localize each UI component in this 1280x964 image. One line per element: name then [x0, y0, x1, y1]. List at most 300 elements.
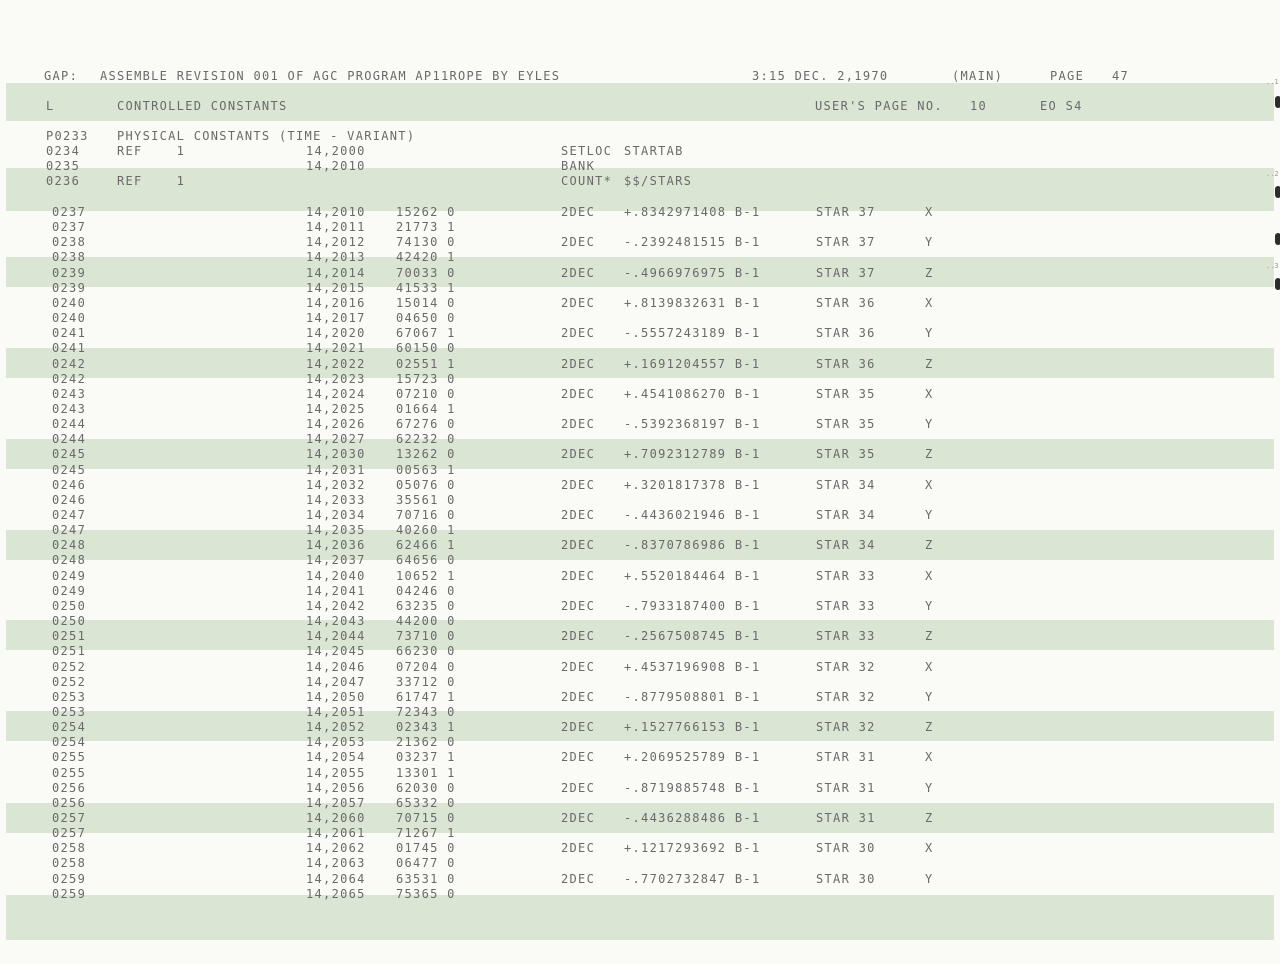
- address: 14,2033: [306, 492, 366, 507]
- subheader-line: [0, 98, 1280, 114]
- source-text: PHYSICAL CONSTANTS (TIME - VARIANT): [117, 129, 416, 143]
- opcode: 2DEC: [561, 568, 596, 583]
- constant-value: -.5392368197 B-1: [624, 417, 761, 432]
- listing-row: [0, 659, 1280, 675]
- axis-label: X: [925, 386, 934, 401]
- octal-word: 06477 0: [396, 856, 456, 871]
- star-label: STAR 36: [816, 356, 876, 371]
- axis-label: Y: [925, 780, 934, 795]
- address: 14,2021: [306, 341, 366, 356]
- axis-label: Y: [925, 326, 934, 341]
- axis-label: Y: [925, 689, 934, 704]
- axis-label: X: [925, 477, 934, 492]
- octal-word: 70716 0: [396, 508, 456, 522]
- listing-row: [0, 340, 1280, 356]
- listing-row: [0, 446, 1280, 462]
- opcode: 2DEC: [561, 871, 596, 886]
- octal-word: 13301 1: [396, 765, 456, 780]
- listing-row: [0, 886, 1280, 902]
- axis-label: Z: [925, 265, 934, 280]
- star-label: STAR 35: [816, 417, 876, 432]
- line-number: 0246: [52, 477, 87, 492]
- listing-row: [0, 825, 1280, 841]
- address: 14,2045: [306, 644, 366, 659]
- line-number: 0255: [52, 750, 87, 765]
- opcode: 2DEC: [561, 811, 596, 825]
- listing-row: [0, 295, 1280, 311]
- paper-band: [6, 895, 1274, 940]
- octal-word: 07204 0: [396, 659, 456, 674]
- address: 14,2053: [306, 735, 366, 750]
- star-label: STAR 37: [816, 205, 876, 219]
- opcode: 2DEC: [561, 205, 596, 219]
- address: 14,2061: [306, 826, 366, 841]
- octal-word: 73710 0: [396, 629, 456, 644]
- line-number: 0248: [52, 553, 87, 568]
- address: 14,2050: [306, 689, 366, 704]
- octal-word: 35561 0: [396, 492, 456, 507]
- constant-value: -.2567508745 B-1: [624, 629, 761, 644]
- listing-row: [0, 234, 1280, 250]
- listing-row: [0, 431, 1280, 447]
- opcode: 2DEC: [561, 386, 596, 401]
- source-text: REF 1: [117, 144, 186, 158]
- opcode: 2DEC: [561, 447, 596, 462]
- line-number: 0254: [52, 735, 87, 750]
- octal-word: 15262 0: [396, 205, 456, 219]
- address: 14,2031: [306, 462, 366, 477]
- opcode: BANK: [561, 159, 596, 173]
- constant-value: -.2392481515 B-1: [624, 235, 761, 250]
- address: 14,2025: [306, 401, 366, 416]
- line-number: 0236: [46, 174, 81, 188]
- constant-value: -.5557243189 B-1: [624, 326, 761, 341]
- octal-word: 64656 0: [396, 553, 456, 568]
- line-number: 0245: [52, 447, 87, 462]
- line-number: 0249: [52, 583, 87, 598]
- listing-row: [0, 674, 1280, 690]
- address: 14,2064: [306, 871, 366, 886]
- constant-value: +.1527766153 B-1: [624, 720, 761, 735]
- listing-row: [0, 704, 1280, 720]
- line-number: 0254: [52, 720, 87, 735]
- octal-word: 04246 0: [396, 583, 456, 598]
- opcode: 2DEC: [561, 356, 596, 371]
- line-number: P0233: [46, 129, 89, 143]
- star-label: STAR 30: [816, 871, 876, 886]
- octal-word: 13262 0: [396, 447, 456, 462]
- address: 14,2024: [306, 386, 366, 401]
- address: 14,2065: [306, 886, 366, 901]
- octal-word: 44200 0: [396, 614, 456, 629]
- star-label: STAR 33: [816, 598, 876, 613]
- axis-label: Y: [925, 508, 934, 522]
- header-line: [0, 68, 1280, 84]
- source-text: REF 1: [117, 174, 186, 188]
- line-number: 0242: [52, 371, 87, 386]
- line-number: 0238: [52, 250, 87, 265]
- line-number: 0252: [52, 674, 87, 689]
- octal-word: 04650 0: [396, 311, 456, 326]
- octal-word: 42420 1: [396, 250, 456, 265]
- listing-row: [0, 871, 1280, 887]
- address: 14,2044: [306, 629, 366, 644]
- star-label: STAR 33: [816, 629, 876, 644]
- line-number: 0249: [52, 568, 87, 583]
- opcode: 2DEC: [561, 720, 596, 735]
- listing-flag: L: [46, 99, 55, 113]
- page-number: 47: [1112, 69, 1130, 83]
- address: 14,2047: [306, 674, 366, 689]
- users-page-number: 10: [970, 99, 988, 113]
- octal-word: 07210 0: [396, 386, 456, 401]
- listing-row: [0, 492, 1280, 508]
- address: 14,2037: [306, 553, 366, 568]
- star-label: STAR 36: [816, 295, 876, 310]
- listing-row: [0, 371, 1280, 387]
- intro-row: [0, 143, 1280, 159]
- address: 14,2040: [306, 568, 366, 583]
- line-number: 0243: [52, 401, 87, 416]
- address: 14,2032: [306, 477, 366, 492]
- listing-row: [0, 249, 1280, 265]
- octal-word: 21362 0: [396, 735, 456, 750]
- line-number: 0256: [52, 780, 87, 795]
- line-number: 0239: [52, 280, 87, 295]
- octal-word: 62466 1: [396, 538, 456, 553]
- opcode: 2DEC: [561, 689, 596, 704]
- octal-word: 21773 1: [396, 220, 456, 235]
- axis-label: Y: [925, 871, 934, 886]
- axis-label: Y: [925, 417, 934, 432]
- constant-value: -.4436021946 B-1: [624, 508, 761, 522]
- star-label: STAR 31: [816, 780, 876, 795]
- address: 14,2042: [306, 598, 366, 613]
- address: 14,2035: [306, 523, 366, 538]
- opcode: 2DEC: [561, 629, 596, 644]
- star-label: STAR 31: [816, 750, 876, 765]
- star-label: STAR 32: [816, 659, 876, 674]
- constant-value: -.8719885748 B-1: [624, 780, 761, 795]
- margin-number: ..1: [1266, 78, 1279, 86]
- address: 14,2011: [306, 220, 366, 235]
- address: 14,2010: [306, 205, 366, 219]
- constant-value: +.1217293692 B-1: [624, 841, 761, 856]
- line-number: 0237: [52, 205, 87, 219]
- listing-row: [0, 840, 1280, 856]
- opcode: 2DEC: [561, 750, 596, 765]
- opcode: 2DEC: [561, 780, 596, 795]
- eo-label: EO S4: [1040, 99, 1083, 113]
- users-page-label: USER'S PAGE NO.: [815, 99, 943, 113]
- address: 14,2023: [306, 371, 366, 386]
- listing-row: [0, 507, 1280, 523]
- page-label: PAGE: [1050, 69, 1085, 83]
- axis-label: Y: [925, 598, 934, 613]
- star-label: STAR 37: [816, 265, 876, 280]
- listing-row: [0, 386, 1280, 402]
- constant-value: -.4966976975 B-1: [624, 265, 761, 280]
- star-label: STAR 35: [816, 447, 876, 462]
- intro-row: [0, 158, 1280, 174]
- address: 14,2020: [306, 326, 366, 341]
- constant-value: +.8342971408 B-1: [624, 205, 761, 219]
- listing-row: [0, 568, 1280, 584]
- constant-value: -.7702732847 B-1: [624, 871, 761, 886]
- line-number: 0257: [52, 826, 87, 841]
- listing-row: [0, 719, 1280, 735]
- opcode: 2DEC: [561, 326, 596, 341]
- line-number: 0259: [52, 871, 87, 886]
- line-number: 0243: [52, 386, 87, 401]
- axis-label: Z: [925, 447, 934, 462]
- line-number: 0252: [52, 659, 87, 674]
- octal-word: 65332 0: [396, 795, 456, 810]
- opcode: SETLOC: [561, 144, 613, 158]
- listing-row: [0, 810, 1280, 826]
- listing-row: [0, 749, 1280, 765]
- star-label: STAR 31: [816, 811, 876, 825]
- address: 14,2063: [306, 856, 366, 871]
- address: 14,2030: [306, 447, 366, 462]
- star-label: STAR 30: [816, 841, 876, 856]
- margin-number: ..2: [1266, 170, 1279, 178]
- axis-label: X: [925, 205, 934, 219]
- line-number: 0247: [52, 523, 87, 538]
- line-number: 0241: [52, 326, 87, 341]
- axis-label: X: [925, 568, 934, 583]
- opcode: COUNT*: [561, 174, 613, 188]
- constant-value: +.7092312789 B-1: [624, 447, 761, 462]
- constant-value: +.5520184464 B-1: [624, 568, 761, 583]
- line-number: 0253: [52, 689, 87, 704]
- listing-row: [0, 628, 1280, 644]
- star-label: STAR 32: [816, 720, 876, 735]
- listing-row: [0, 522, 1280, 538]
- star-label: STAR 33: [816, 568, 876, 583]
- line-number: 0258: [52, 856, 87, 871]
- opcode: 2DEC: [561, 598, 596, 613]
- octal-word: 74130 0: [396, 235, 456, 250]
- listing-row: [0, 734, 1280, 750]
- axis-label: Z: [925, 356, 934, 371]
- line-number: 0251: [52, 644, 87, 659]
- address: 14,2052: [306, 720, 366, 735]
- opcode: 2DEC: [561, 295, 596, 310]
- opcode: 2DEC: [561, 265, 596, 280]
- line-number: 0259: [52, 886, 87, 901]
- octal-word: 60150 0: [396, 341, 456, 356]
- listing-row: [0, 765, 1280, 781]
- line-number: 0240: [52, 311, 87, 326]
- assembly-title: ASSEMBLE REVISION 001 OF AGC PROGRAM AP11ROPE BY EYLES: [100, 69, 561, 83]
- line-number: 0246: [52, 492, 87, 507]
- listing-row: [0, 477, 1280, 493]
- octal-word: 66230 0: [396, 644, 456, 659]
- octal-word: 70715 0: [396, 811, 456, 825]
- line-number: 0245: [52, 462, 87, 477]
- octal-word: 01664 1: [396, 401, 456, 416]
- star-label: STAR 34: [816, 508, 876, 522]
- listing-row: [0, 204, 1280, 220]
- axis-label: Y: [925, 235, 934, 250]
- octal-word: 41533 1: [396, 280, 456, 295]
- listing-row: [0, 462, 1280, 478]
- listing-row: [0, 795, 1280, 811]
- listing-row: [0, 613, 1280, 629]
- line-number: 0244: [52, 417, 87, 432]
- constant-value: +.3201817378 B-1: [624, 477, 761, 492]
- octal-word: 75365 0: [396, 886, 456, 901]
- octal-word: 63531 0: [396, 871, 456, 886]
- opcode: 2DEC: [561, 538, 596, 553]
- address: 14,2026: [306, 417, 366, 432]
- axis-label: X: [925, 295, 934, 310]
- octal-word: 67067 1: [396, 326, 456, 341]
- address: 14,2010: [306, 159, 366, 173]
- gap-label: GAP:: [44, 69, 79, 83]
- address: 14,2056: [306, 780, 366, 795]
- line-number: 0235: [46, 159, 81, 173]
- octal-word: 05076 0: [396, 477, 456, 492]
- line-number: 0253: [52, 704, 87, 719]
- line-number: 0257: [52, 811, 87, 825]
- address: 14,2027: [306, 432, 366, 447]
- address: 14,2046: [306, 659, 366, 674]
- axis-label: X: [925, 659, 934, 674]
- star-label: STAR 37: [816, 235, 876, 250]
- listing-row: [0, 598, 1280, 614]
- axis-label: Z: [925, 811, 934, 825]
- listing-row: [0, 416, 1280, 432]
- operand: STARTAB: [624, 144, 684, 158]
- opcode: 2DEC: [561, 235, 596, 250]
- address: 14,2041: [306, 583, 366, 598]
- line-number: 0258: [52, 841, 87, 856]
- star-label: STAR 34: [816, 538, 876, 553]
- operand: $$/STARS: [624, 174, 693, 188]
- listing-row: [0, 280, 1280, 296]
- star-label: STAR 35: [816, 386, 876, 401]
- address: 14,2051: [306, 704, 366, 719]
- listing-row: [0, 265, 1280, 281]
- margin-number: ..3: [1266, 262, 1279, 270]
- constant-value: +.2069525789 B-1: [624, 750, 761, 765]
- octal-word: 10652 1: [396, 568, 456, 583]
- axis-label: Z: [925, 538, 934, 553]
- opcode: 2DEC: [561, 508, 596, 522]
- constant-value: +.1691204557 B-1: [624, 356, 761, 371]
- address: 14,2013: [306, 250, 366, 265]
- address: 14,2054: [306, 750, 366, 765]
- constant-value: -.4436288486 B-1: [624, 811, 761, 825]
- octal-word: 62030 0: [396, 780, 456, 795]
- listing-row: [0, 537, 1280, 553]
- octal-word: 15723 0: [396, 371, 456, 386]
- line-number: 0248: [52, 538, 87, 553]
- line-number: 0256: [52, 795, 87, 810]
- axis-label: Z: [925, 629, 934, 644]
- line-number: 0250: [52, 614, 87, 629]
- listing-row: [0, 219, 1280, 235]
- address: 14,2022: [306, 356, 366, 371]
- opcode: 2DEC: [561, 841, 596, 856]
- line-number: 0240: [52, 295, 87, 310]
- line-number: 0250: [52, 598, 87, 613]
- assembly-date: 3:15 DEC. 2,1970: [752, 69, 889, 83]
- octal-word: 02343 1: [396, 720, 456, 735]
- constant-value: +.8139832631 B-1: [624, 295, 761, 310]
- octal-word: 03237 1: [396, 750, 456, 765]
- address: 14,2000: [306, 144, 366, 158]
- line-number: 0241: [52, 341, 87, 356]
- address: 14,2060: [306, 811, 366, 825]
- octal-word: 33712 0: [396, 674, 456, 689]
- address: 14,2057: [306, 795, 366, 810]
- octal-word: 40260 1: [396, 523, 456, 538]
- listing-row: [0, 401, 1280, 417]
- constant-value: +.4541086270 B-1: [624, 386, 761, 401]
- listing-row: [0, 689, 1280, 705]
- line-number: 0237: [52, 220, 87, 235]
- line-number: 0238: [52, 235, 87, 250]
- line-number: 0242: [52, 356, 87, 371]
- listing-row: [0, 583, 1280, 599]
- octal-word: 62232 0: [396, 432, 456, 447]
- axis-label: X: [925, 841, 934, 856]
- address: 14,2034: [306, 508, 366, 522]
- line-number: 0251: [52, 629, 87, 644]
- line-number: 0255: [52, 765, 87, 780]
- octal-word: 71267 1: [396, 826, 456, 841]
- address: 14,2014: [306, 265, 366, 280]
- address: 14,2062: [306, 841, 366, 856]
- constant-value: -.7933187400 B-1: [624, 598, 761, 613]
- line-number: 0234: [46, 144, 81, 158]
- star-label: STAR 36: [816, 326, 876, 341]
- listing-row: [0, 855, 1280, 871]
- octal-word: 61747 1: [396, 689, 456, 704]
- intro-row: [0, 128, 1280, 144]
- octal-word: 02551 1: [396, 356, 456, 371]
- octal-word: 00563 1: [396, 462, 456, 477]
- opcode: 2DEC: [561, 417, 596, 432]
- opcode: 2DEC: [561, 477, 596, 492]
- constant-value: +.4537196908 B-1: [624, 659, 761, 674]
- line-number: 0239: [52, 265, 87, 280]
- star-label: STAR 32: [816, 689, 876, 704]
- listing-row: [0, 643, 1280, 659]
- axis-label: X: [925, 750, 934, 765]
- opcode: 2DEC: [561, 659, 596, 674]
- listing-row: [0, 780, 1280, 796]
- constant-value: -.8779508801 B-1: [624, 689, 761, 704]
- line-number: 0244: [52, 432, 87, 447]
- address: 14,2012: [306, 235, 366, 250]
- address: 14,2015: [306, 280, 366, 295]
- line-number: 0247: [52, 508, 87, 522]
- star-label: STAR 34: [816, 477, 876, 492]
- listing-row: [0, 310, 1280, 326]
- octal-word: 72343 0: [396, 704, 456, 719]
- intro-row: [0, 173, 1280, 189]
- address: 14,2043: [306, 614, 366, 629]
- section-name: (MAIN): [952, 69, 1004, 83]
- address: 14,2055: [306, 765, 366, 780]
- address: 14,2036: [306, 538, 366, 553]
- listing-row: [0, 325, 1280, 341]
- listing-row: [0, 552, 1280, 568]
